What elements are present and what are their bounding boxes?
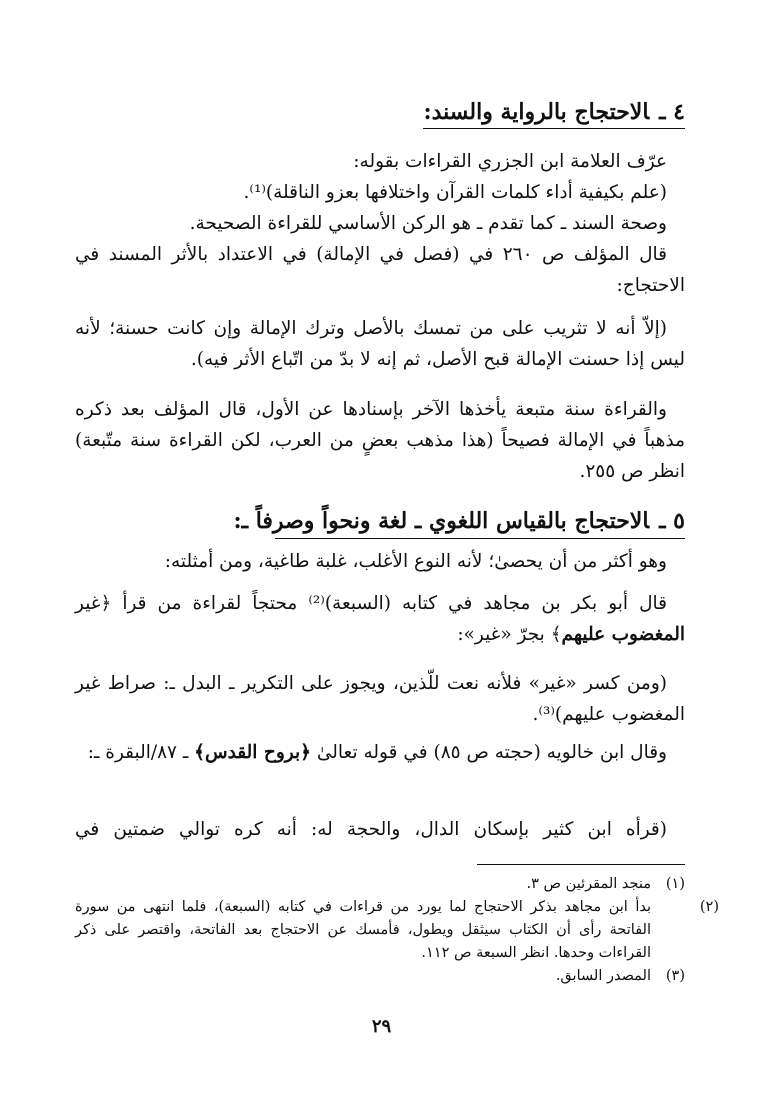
paragraph: (علم بكيفية أداء كلمات القرآن واختلافها بعزو الناقلة)⁽¹⁾. [243,182,667,203]
paragraph [75,737,685,768]
section-5-number: ٥ ـ [659,508,685,534]
footnote-number: (٢) [699,899,719,915]
section-4-number: ٤ ـ [659,99,685,125]
text-run: ـ ٨٧/البقرة ـ: [87,742,195,763]
text-run: قال أبو بكر بن مجاهد في كتابه (السبعة)⁽²⁾ محتجاً لقراءة من قرأ ﴿غير [75,593,667,614]
section-4-title: الاحتجاج بالرواية والسند: [423,99,650,125]
footnotes [75,873,719,988]
paragraph-block [75,588,685,650]
quote-block [75,668,685,730]
paragraph [75,588,685,650]
paragraph-block [75,394,685,487]
section-5-heading [75,506,685,536]
paragraph: وهو أكثر من أن يحصىٰ؛ لأنه النوع الأغلب، غلبة طاغية، ومن أمثلته: [164,551,667,572]
quran-bold-text: ﴿بروح القدس﴾ [194,742,311,763]
footnote-text: منجد المقرئين ص ٣. [526,876,651,892]
text-run: ﴾ بجرّ «غير»: [457,624,562,645]
footnote-number: (٣) [665,968,685,984]
footnote-text: بدأ ابن مجاهد بذكر الاحتجاج لما يورد من قراءات في كتابه (السبعة)، فلما انتهى من سورة الفاتحة رأى أن الكتاب سيثقل ويطول، فأمسك عن الاحتجاج بعد الفاتحة، واقتصر على ذكر القراءات وحدها. انظر السبعة ص ١١٢. [75,899,651,961]
quote-text: (ومن كسر «غير» فلأنه نعت للّذين، ويجوز على التكرير ـ البدل ـ: صراط غير المغضوب عليهم)⁽³⁾. [75,673,685,725]
paragraph: قال المؤلف ص ٢٦٠ في (فصل في الإمالة) في الاعتداد بالأثر المسند في الاحتجاج: [75,244,685,296]
paragraph: عرّف العلامة ابن الجزري القراءات بقوله: [353,151,667,172]
footnote [75,873,685,896]
paragraph: وصحة السند ـ كما تقدم ـ هو الركن الأساسي للقراءة الصحيحة. [189,213,667,234]
footnote [75,896,719,965]
heading-underline [275,538,685,539]
footnote [75,965,685,988]
quote-text: (قرأه ابن كثير بإسكان الدال، والحجة له: أنه كره توالي ضمتين في [75,819,667,840]
section-4-heading [75,97,685,127]
paragraph-block [75,737,685,768]
paragraph: والقراءة سنة متبعة يأخذها الآخر بإسنادها عن الأول، قال المؤلف بعد ذكره مذهباً في الإمالة فصيحاً (هذا مذهب بعضٍ من العرب، لكن القراءة سنة متّبعة) انظر ص ٢٥٥. [75,399,685,482]
text-run: وقال ابن خالويه (حجته ص ٨٥) في قوله تعالىٰ [310,742,667,763]
heading-underline [423,128,685,129]
quran-bold-text: المغضوب عليهم [561,624,685,645]
quote-block [75,313,685,375]
footnote-text: المصدر السابق. [555,968,651,984]
footnote-number: (١) [665,876,685,892]
page-number: ٢٩ [371,1016,392,1037]
footnote-separator [477,864,685,865]
section-4-body [75,146,685,301]
quote-block [75,814,685,845]
section-5-title: الاحتجاج بالقياس اللغوي ـ لغة ونحواً وصرفاً ـ: [233,508,650,534]
section-5-body [75,546,685,577]
quote-text: (إلاّ أنه لا تثريب على من تمسك بالأصل وترك الإمالة وإن كانت حسنة؛ لأنه ليس إذا حسنت الإمالة قبح الأصل، ثم إنه لا بدّ من اتّباع الأثر فيه). [75,318,685,370]
